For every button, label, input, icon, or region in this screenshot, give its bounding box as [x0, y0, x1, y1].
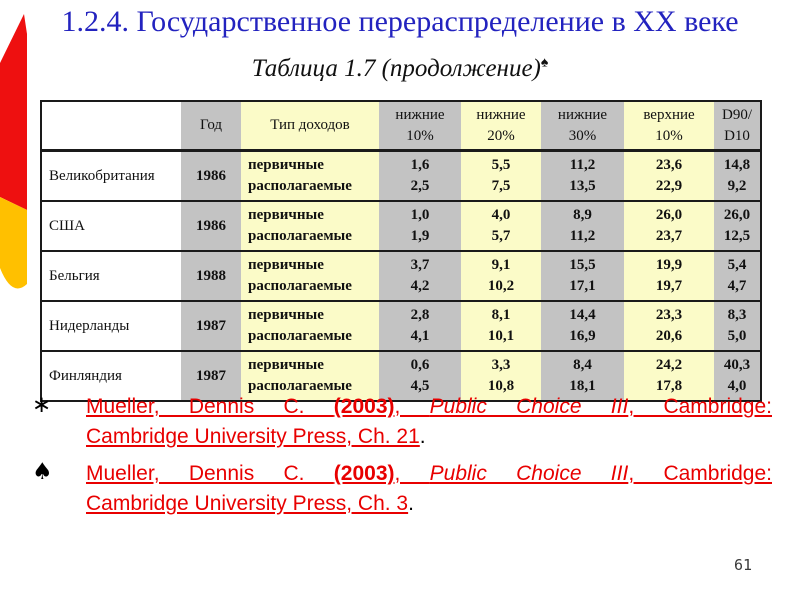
value-cell: 15,5 17,1 [541, 251, 624, 301]
value-cell: 5,5 7,5 [461, 151, 541, 202]
table-caption [0, 55, 800, 83]
table-row-belgium [41, 251, 761, 301]
value-cell: 26,0 23,7 [624, 201, 714, 251]
header-bottom-20: нижние 20% [461, 101, 541, 151]
asterisk-marker-icon: ∗ [32, 392, 52, 418]
value-cell: 23,6 22,9 [624, 151, 714, 202]
footnote-asterisk [20, 392, 772, 452]
year-cell: 1988 [181, 251, 241, 301]
income-type-cell: первичные располагаемые [241, 201, 379, 251]
value-cell: 24,2 17,8 [624, 351, 714, 401]
country-cell: Великобритания [41, 151, 181, 202]
year-cell: 1987 [181, 301, 241, 351]
table-header-row [41, 101, 761, 151]
caption-footnote-marker: ♠ [540, 55, 549, 71]
header-bottom-30: нижние 30% [541, 101, 624, 151]
value-cell: 4,0 5,7 [461, 201, 541, 251]
income-type-cell: первичные располагаемые [241, 251, 379, 301]
citation-text: Mueller, Dennis C. (2003), Public Choice III, Cambridge: Cambridge University Press, Ch. 3. [86, 462, 772, 515]
value-cell: 1,0 1,9 [379, 201, 461, 251]
value-cell: 8,9 11,2 [541, 201, 624, 251]
value-cell: 23,3 20,6 [624, 301, 714, 351]
value-cell: 11,2 13,5 [541, 151, 624, 202]
value-cell: 9,1 10,2 [461, 251, 541, 301]
value-cell: 1,6 2,5 [379, 151, 461, 202]
footnotes-block [20, 392, 772, 526]
header-d90-d10: D90/ D10 [714, 101, 761, 151]
header-top-10: верхние 10% [624, 101, 714, 151]
citation-text: Mueller, Dennis C. (2003), Public Choice III, Cambridge: Cambridge University Press, Ch. 21. [86, 395, 772, 448]
value-cell: 3,7 4,2 [379, 251, 461, 301]
footnote-spade [20, 459, 772, 519]
income-distribution-table [40, 100, 762, 402]
ribbon-red-shape [0, 14, 27, 210]
header-income-type: Тип доходов [241, 101, 379, 151]
year-cell: 1986 [181, 201, 241, 251]
value-cell: 19,9 19,7 [624, 251, 714, 301]
country-cell: США [41, 201, 181, 251]
ribbon-gold-shape [0, 197, 27, 288]
year-cell: 1986 [181, 151, 241, 202]
header-bottom-10: нижние 10% [379, 101, 461, 151]
value-cell: 14,8 9,2 [714, 151, 761, 202]
ribbon-decoration [0, 0, 32, 300]
value-cell: 8,4 18,1 [541, 351, 624, 401]
header-country [41, 101, 181, 151]
income-type-cell: первичные располагаемые [241, 351, 379, 401]
value-cell: 40,3 4,0 [714, 351, 761, 401]
value-cell: 14,4 16,9 [541, 301, 624, 351]
table-row-usa [41, 201, 761, 251]
value-cell: 2,8 4,1 [379, 301, 461, 351]
country-cell: Нидерланды [41, 301, 181, 351]
value-cell: 0,6 4,5 [379, 351, 461, 401]
value-cell: 3,3 10,8 [461, 351, 541, 401]
value-cell: 8,3 5,0 [714, 301, 761, 351]
country-cell: Бельгия [41, 251, 181, 301]
year-cell: 1987 [181, 351, 241, 401]
page-number: 61 [733, 556, 752, 574]
table-row-uk [41, 151, 761, 202]
value-cell: 5,4 4,7 [714, 251, 761, 301]
spade-marker-icon: ♠ [32, 459, 53, 485]
header-year: Год [181, 101, 241, 151]
table-caption-text: Таблица 1.7 (продолжение) [251, 55, 541, 82]
income-type-cell: первичные располагаемые [241, 151, 379, 202]
slide-title: 1.2.4. Государственное перераспределение в XX веке [61, 5, 739, 38]
income-type-cell: первичные располагаемые [241, 301, 379, 351]
value-cell: 8,1 10,1 [461, 301, 541, 351]
country-cell: Финляндия [41, 351, 181, 401]
value-cell: 26,0 12,5 [714, 201, 761, 251]
table-row-netherlands [41, 301, 761, 351]
